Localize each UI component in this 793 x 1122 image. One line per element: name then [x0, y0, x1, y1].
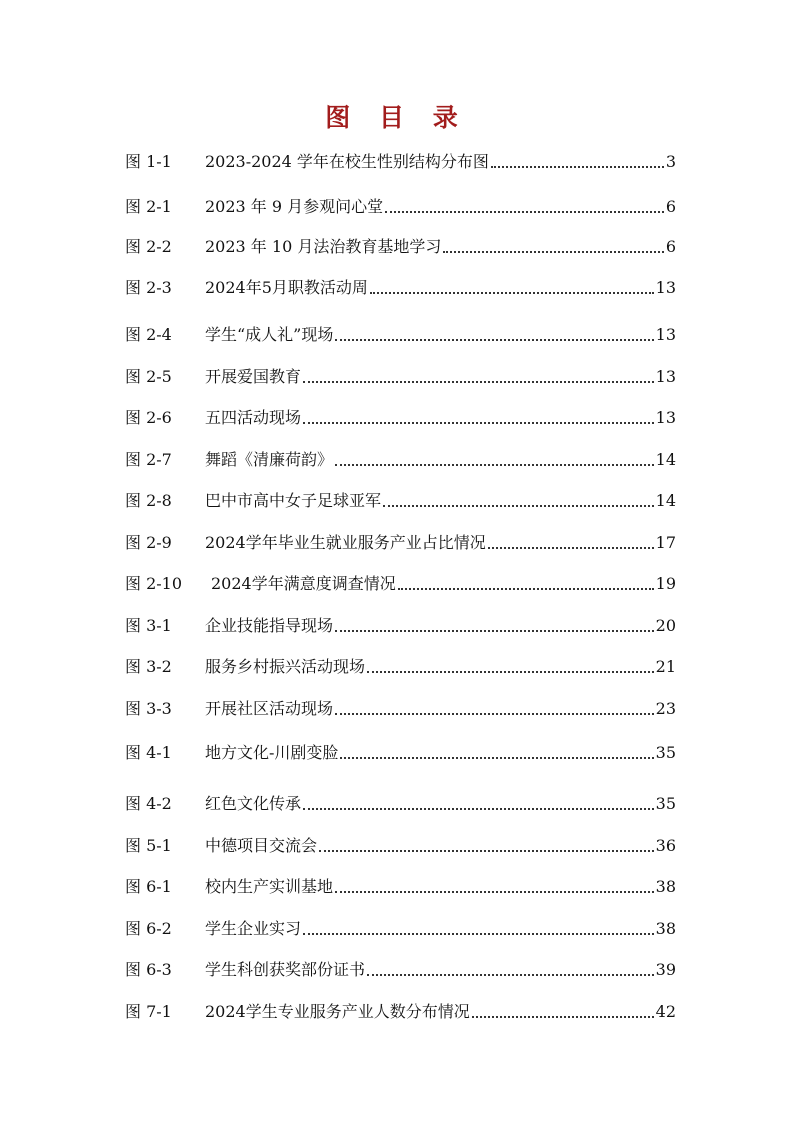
figure-title: 学生科创获奖部份证书 — [205, 960, 366, 979]
dot-leader — [335, 462, 654, 466]
figure-title: 2023-2024 学年在校生性别结构分布图 — [205, 152, 489, 171]
toc-entry[interactable] — [125, 655, 676, 679]
dot-leader — [398, 586, 654, 590]
page-number: 13 — [655, 325, 676, 344]
page-number: 14 — [655, 491, 676, 510]
dot-leader — [335, 337, 653, 341]
figure-title: 开展社区活动现场 — [205, 699, 334, 718]
page-number: 38 — [655, 919, 676, 938]
figure-title: 2024学生专业服务产业人数分布情况 — [205, 1002, 470, 1021]
figure-number: 图 2-7 — [125, 450, 172, 469]
figure-title: 舞蹈《清廉荷韵》 — [205, 450, 334, 469]
page-number: 35 — [655, 743, 676, 762]
dot-leader — [472, 1014, 654, 1018]
page-number: 38 — [655, 877, 676, 896]
figure-number: 图 2-1 — [125, 197, 172, 216]
toc-entry[interactable] — [125, 448, 676, 472]
page-number: 42 — [655, 1002, 676, 1021]
dot-leader — [383, 503, 654, 507]
figure-title: 2024年5月职教活动周 — [205, 278, 368, 297]
figure-number: 图 4-2 — [125, 794, 172, 813]
figure-number: 图 2-4 — [125, 325, 172, 344]
figure-title: 开展爱国教育 — [205, 367, 302, 386]
figure-number: 图 2-2 — [125, 237, 172, 256]
figure-number: 图 2-8 — [125, 491, 172, 510]
dot-leader — [443, 249, 663, 253]
toc-entry[interactable] — [125, 531, 676, 555]
page-number: 20 — [655, 616, 676, 635]
figure-title: 学生“成人礼”现场 — [205, 325, 334, 344]
toc-entry[interactable] — [125, 406, 676, 430]
page-number: 36 — [655, 836, 676, 855]
toc-entry[interactable] — [125, 834, 676, 858]
dot-leader — [340, 755, 653, 759]
toc-entry[interactable] — [125, 917, 676, 941]
figure-number: 图 2-10 — [125, 574, 183, 593]
figure-title: 地方文化-川剧变脸 — [205, 743, 339, 762]
figure-number: 图 4-1 — [125, 743, 172, 762]
figure-title: 2024学年毕业生就业服务产业占比情况 — [205, 533, 486, 552]
dot-leader — [303, 931, 654, 935]
figure-number: 图 7-1 — [125, 1002, 172, 1021]
toc-entry[interactable] — [125, 875, 676, 899]
figure-number: 图 2-9 — [125, 533, 172, 552]
figure-title: 中德项目交流会 — [205, 836, 318, 855]
dot-leader — [303, 806, 654, 810]
page-number: 6 — [665, 197, 676, 216]
page-number: 14 — [655, 450, 676, 469]
figure-number: 图 2-3 — [125, 278, 172, 297]
figure-title: 2023 年 9 月参观问心堂 — [205, 197, 384, 216]
page-number: 21 — [655, 657, 676, 676]
figure-title: 校内生产实训基地 — [205, 877, 334, 896]
toc-entry[interactable] — [125, 572, 676, 596]
toc-entry[interactable] — [125, 276, 676, 300]
dot-leader — [303, 420, 654, 424]
dot-leader — [319, 848, 654, 852]
dot-leader — [367, 972, 654, 976]
figure-number: 图 6-2 — [125, 919, 172, 938]
page-number: 6 — [665, 237, 676, 256]
figure-number: 图 6-1 — [125, 877, 172, 896]
page-number: 3 — [665, 152, 676, 171]
figure-number: 图 5-1 — [125, 836, 172, 855]
dot-leader — [491, 164, 664, 168]
page-number: 39 — [655, 960, 676, 979]
figure-number: 图 6-3 — [125, 960, 172, 979]
figure-number: 图 1-1 — [125, 152, 172, 171]
figure-title: 服务乡村振兴活动现场 — [205, 657, 366, 676]
dot-leader — [370, 290, 654, 294]
figure-title: 学生企业实习 — [205, 919, 302, 938]
toc-entry[interactable] — [125, 489, 676, 513]
dot-leader — [335, 889, 654, 893]
toc-entry[interactable] — [125, 792, 676, 816]
page-number: 17 — [655, 533, 676, 552]
dot-leader — [335, 628, 654, 632]
dot-leader — [303, 379, 654, 383]
figure-title: 2023 年 10 月法治教育基地学习 — [205, 237, 442, 256]
figure-title: 企业技能指导现场 — [205, 616, 334, 635]
page-number: 13 — [655, 278, 676, 297]
toc-entry[interactable] — [125, 1000, 676, 1024]
toc-entry[interactable] — [125, 741, 676, 765]
toc-entry[interactable] — [125, 614, 676, 638]
dot-leader — [385, 209, 664, 213]
dot-leader — [367, 669, 654, 673]
page-number: 13 — [655, 408, 676, 427]
dot-leader — [335, 711, 654, 715]
page-number: 23 — [655, 699, 676, 718]
page-number: 35 — [655, 794, 676, 813]
page-number: 13 — [655, 367, 676, 386]
figure-number: 图 3-3 — [125, 699, 172, 718]
toc-entry[interactable] — [125, 365, 676, 389]
figure-title: 巴中市高中女子足球亚军 — [205, 491, 382, 510]
toc-entry[interactable] — [125, 150, 676, 174]
figure-number: 图 2-6 — [125, 408, 172, 427]
toc-entry[interactable] — [125, 697, 676, 721]
figure-title: 五四活动现场 — [205, 408, 302, 427]
toc-entry[interactable] — [125, 235, 676, 259]
figure-number: 图 3-1 — [125, 616, 172, 635]
toc-entry[interactable] — [125, 195, 676, 219]
dot-leader — [488, 545, 654, 549]
toc-entry[interactable] — [125, 958, 676, 982]
toc-entry[interactable] — [125, 323, 676, 347]
page-number: 19 — [655, 574, 676, 593]
page-title: 图 目 录 — [325, 103, 468, 132]
figure-number: 图 3-2 — [125, 657, 172, 676]
figure-title: 2024学年满意度调查情况 — [211, 574, 396, 593]
figure-title: 红色文化传承 — [205, 794, 302, 813]
figure-number: 图 2-5 — [125, 367, 172, 386]
